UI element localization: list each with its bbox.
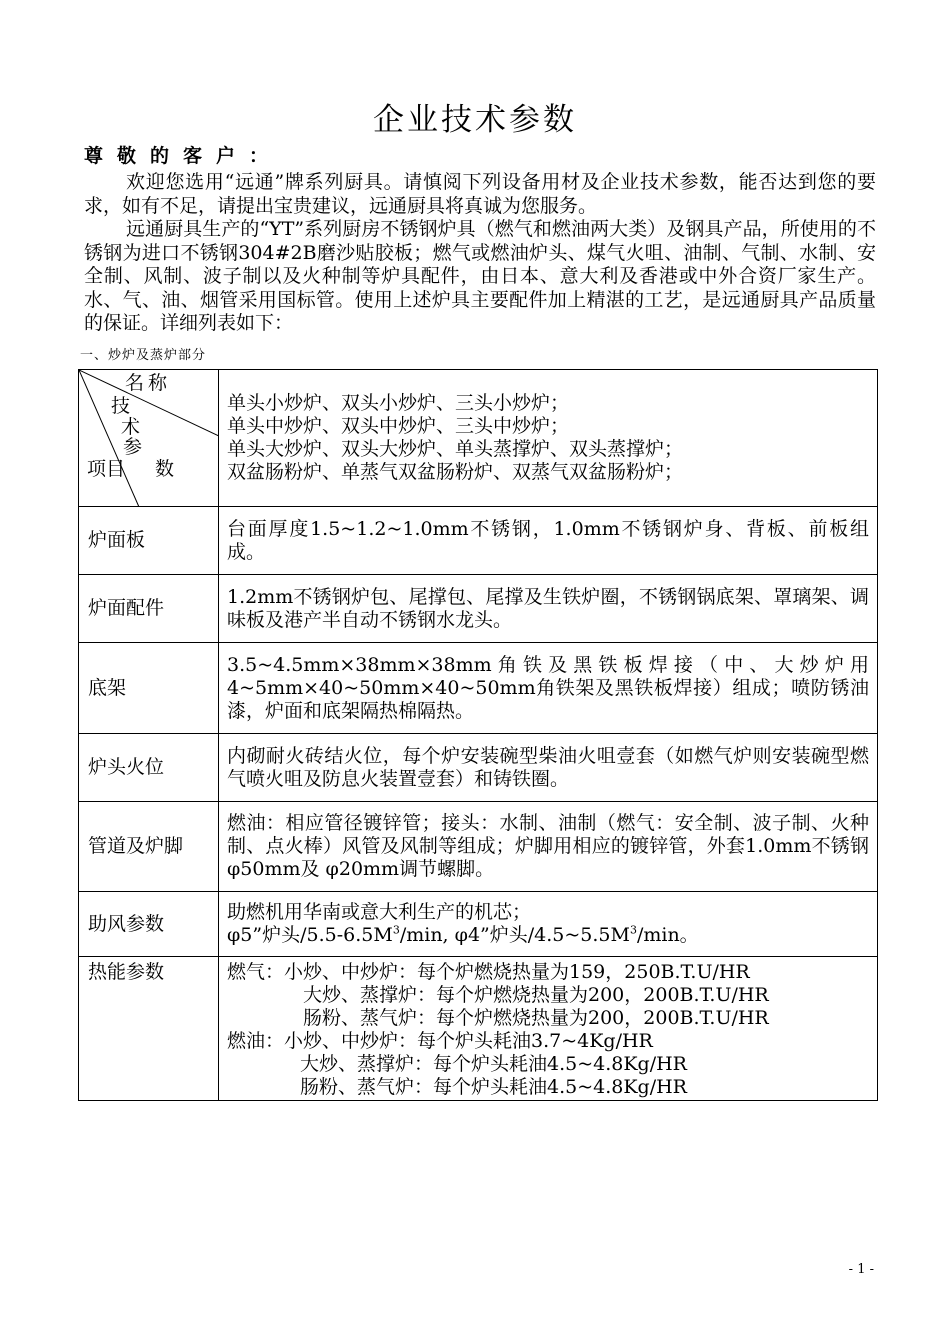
section-heading: 一、炒炉及蒸炉部分 [80, 348, 207, 363]
row-content [219, 957, 878, 1101]
row-label: 炉面配件 [79, 575, 219, 643]
table-row [79, 507, 878, 575]
superscript: 3 [629, 923, 637, 937]
heat-line: 燃油：小炒、中炒炉：每个炉头耗油3.7~4Kg/HR [227, 1030, 653, 1052]
header-diag-char: 技 [111, 395, 131, 417]
table-row [79, 802, 878, 892]
row-label: 炉头火位 [79, 734, 219, 802]
table-row [79, 575, 878, 643]
product-line: 双盆肠粉炉、单蒸气双盆肠粉炉、双蒸气双盆肠粉炉； [227, 461, 684, 483]
wind-text: /min, φ4”炉头/4.5~5.5M [399, 924, 630, 946]
wind-line-2 [227, 924, 869, 947]
table-row [79, 892, 878, 957]
row-content [219, 892, 878, 957]
header-item-label: 项目 [87, 458, 126, 480]
product-line: 单头小炒炉、双头小炒炉、三头小炒炉； [227, 392, 570, 414]
row-content: 内砌耐火砖结火位，每个炉安装碗型柴油火咀壹套（如燃气炉则安装碗型燃气喷火咀及防息火装置壹套）和铸铁圈。 [219, 734, 878, 802]
heat-line: 燃气：小炒、中炒炉：每个炉燃烧热量为159，250B.T.U/HR [227, 961, 750, 983]
header-diag-char: 数 [155, 458, 175, 480]
superscript: 3 [392, 923, 400, 937]
heat-line: 大炒、蒸撑炉：每个炉燃烧热量为200，200B.T.U/HR [303, 984, 769, 1006]
row-content: 台面厚度1.5~1.2~1.0mm不锈钢，1.0mm不锈钢炉身、背板、前板组成。 [219, 507, 878, 575]
wind-line-1: 助燃机用华南或意大利生产的机芯； [227, 901, 532, 923]
intro-paragraph-1: 欢迎您选用“远通”牌系列厨具。请慎阅下列设备用材及企业技术参数，能否达到您的要求，如有不足，请提出宝贵建议，远通厨具将真诚为您服务。 [84, 171, 876, 217]
page-title: 企业技术参数 [373, 102, 577, 138]
row-label: 管道及炉脚 [79, 802, 219, 892]
greeting: 尊敬的客户： [84, 145, 283, 167]
wind-text: φ5”炉头/5.5-6.5M [227, 924, 393, 946]
row-content: 3.5~4.5mm×38mm×38mm角铁及黑铁板焊接（中、大炒炉用4~5mm×40~50mm×40~50mm角铁架及黑铁板焊接）组成；喷防锈油漆，炉面和底架隔热棉隔热。 [219, 643, 878, 734]
row-label: 炉面板 [79, 507, 219, 575]
heat-line: 肠粉、蒸气炉：每个炉头耗油4.5~4.8Kg/HR [300, 1076, 687, 1098]
product-line: 单头大炒炉、双头大炒炉、单头蒸撑炉、双头蒸撑炉； [227, 438, 684, 460]
diagonal-header-cell [79, 370, 219, 507]
heat-line: 大炒、蒸撑炉：每个炉头耗油4.5~4.8Kg/HR [300, 1053, 687, 1075]
heat-line: 肠粉、蒸气炉：每个炉燃烧热量为200，200B.T.U/HR [303, 1007, 769, 1029]
row-label: 助风参数 [79, 892, 219, 957]
table-header-row [79, 370, 878, 507]
header-diag-char: 术 [121, 416, 141, 438]
header-name-label: 名称 [125, 372, 172, 394]
row-label: 底架 [79, 643, 219, 734]
table-row [79, 957, 878, 1101]
page-number: - 1 - [848, 1262, 874, 1277]
table-row [79, 734, 878, 802]
row-label: 热能参数 [79, 957, 219, 1101]
row-content: 1.2mm不锈钢炉包、尾撑包、尾撑及生铁炉圈，不锈钢锅底架、罩璃架、调味板及港产半自动不锈钢水龙头。 [219, 575, 878, 643]
wind-text: /min。 [636, 924, 699, 946]
table-row [79, 643, 878, 734]
spec-table [78, 369, 878, 1101]
intro-paragraph-2: 远通厨具生产的“YT”系列厨房不锈钢炉具（燃气和燃油两大类）及钢具产品，所使用的不锈钢为进口不锈钢304#2B磨沙贴胶板；燃气或燃油炉头、煤气火咀、油制、气制、水制、安全制、风制、波子制以及火种制等炉具配件，由日本、意大利及香港或中外合资厂家生产。水、气、油、烟管采用国标管。使用上述炉具主要配件加上精湛的工艺，是远通厨具产品质量的保证。详细列表如下： [84, 218, 876, 334]
row-content: 燃油：相应管径镀锌管；接头：水制、油制（燃气：安全制、波子制、火种制、点火棒）风管及风制等组成；炉脚用相应的镀锌管，外套1.0mm不锈钢 φ50mm及 φ20mm调节螺脚。 [219, 802, 878, 892]
product-line: 单头中炒炉、双头中炒炉、三头中炒炉； [227, 415, 570, 437]
header-diag-char: 参 [123, 436, 143, 458]
header-products-cell [219, 370, 878, 507]
